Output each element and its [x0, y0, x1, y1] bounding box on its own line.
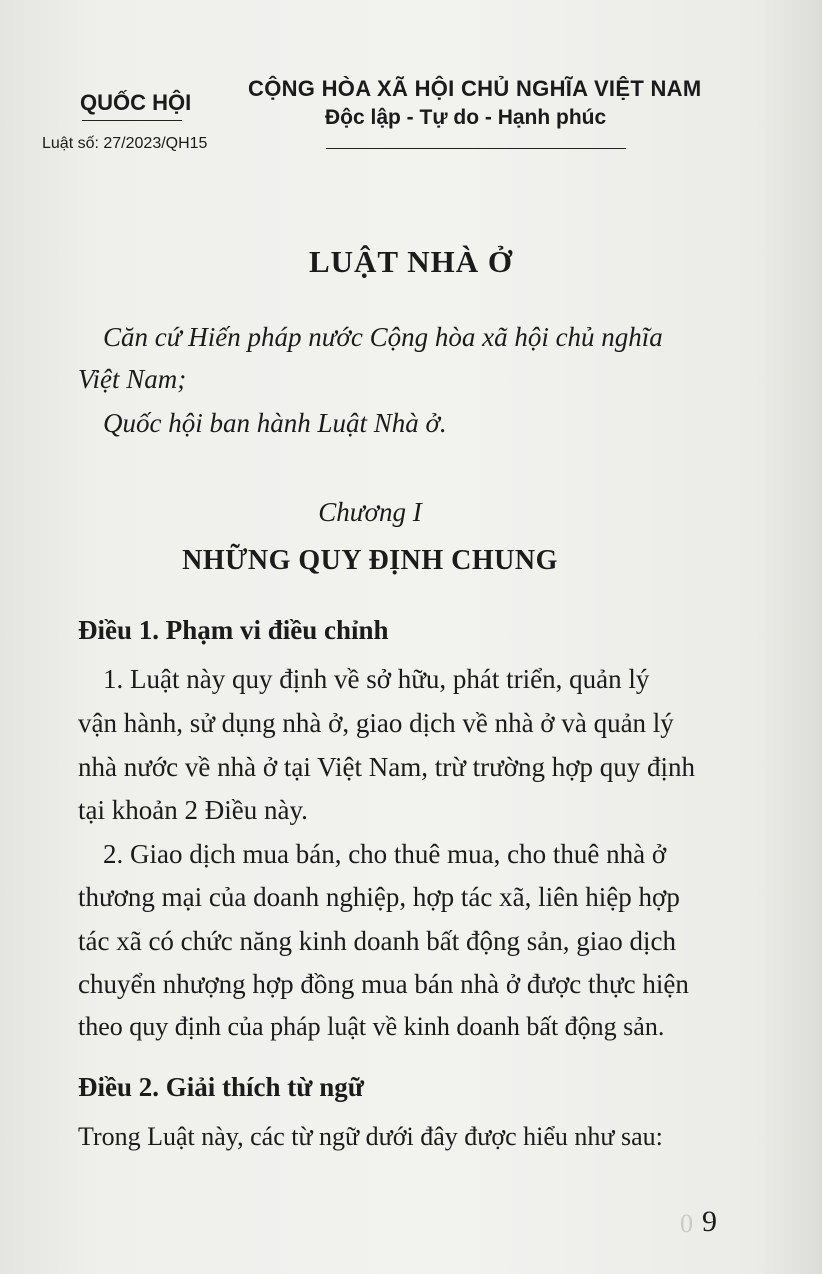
- article-2-heading: Điều 2. Giải thích từ ngữ: [78, 1072, 364, 1102]
- article-1-line: 2. Giao dịch mua bán, cho thuê mua, cho thuê nhà ở: [103, 839, 667, 869]
- article-1-line: chuyển nhượng hợp đồng mua bán nhà ở được thực hiện: [78, 969, 689, 999]
- article-1-line: thương mại của doanh nghiệp, hợp tác xã, liên hiệp hợp: [78, 882, 680, 912]
- article-1-line: vận hành, sử dụng nhà ở, giao dịch về nhà ở và quản lý: [78, 708, 674, 738]
- article-1-line: 1. Luật này quy định về sở hữu, phát triển, quản lý: [103, 664, 650, 694]
- article-2-line: Trong Luật này, các từ ngữ dưới đây được hiểu như sau:: [78, 1122, 663, 1151]
- article-1-line: theo quy định của pháp luật về kinh doanh bất động sản.: [78, 1012, 665, 1041]
- header-national-assembly: QUỐC HỘI: [80, 90, 192, 115]
- preamble-line: Việt Nam;: [78, 364, 187, 394]
- preamble-line: Quốc hội ban hành Luật Nhà ở.: [103, 408, 447, 438]
- article-1-line: tác xã có chức năng kinh doanh bất động sản, giao dịch: [78, 926, 676, 956]
- header-country-name: CỘNG HÒA XÃ HỘI CHỦ NGHĨA VIỆT NAM: [248, 76, 702, 101]
- article-1-line: tại khoản 2 Điều này.: [78, 795, 308, 825]
- article-1-line: nhà nước về nhà ở tại Việt Nam, trừ trường hợp quy định: [78, 752, 696, 782]
- chapter-title: NHỮNG QUY ĐỊNH CHUNG: [182, 545, 558, 576]
- chapter-label: Chương I: [318, 497, 422, 527]
- preamble-line: Căn cứ Hiến pháp nước Cộng hòa xã hội chủ nghĩa: [103, 322, 663, 352]
- page-number: 9: [702, 1205, 717, 1238]
- ghost-digit: 0: [680, 1209, 693, 1238]
- law-number: Luật số: 27/2023/QH15: [42, 135, 208, 152]
- article-1-heading: Điều 1. Phạm vi điều chỉnh: [78, 615, 389, 645]
- header-right-rule: [326, 148, 626, 149]
- law-title: LUẬT NHÀ Ở: [308, 244, 514, 279]
- header-motto: Độc lập - Tự do - Hạnh phúc: [325, 106, 607, 129]
- header-left-rule: [82, 120, 182, 121]
